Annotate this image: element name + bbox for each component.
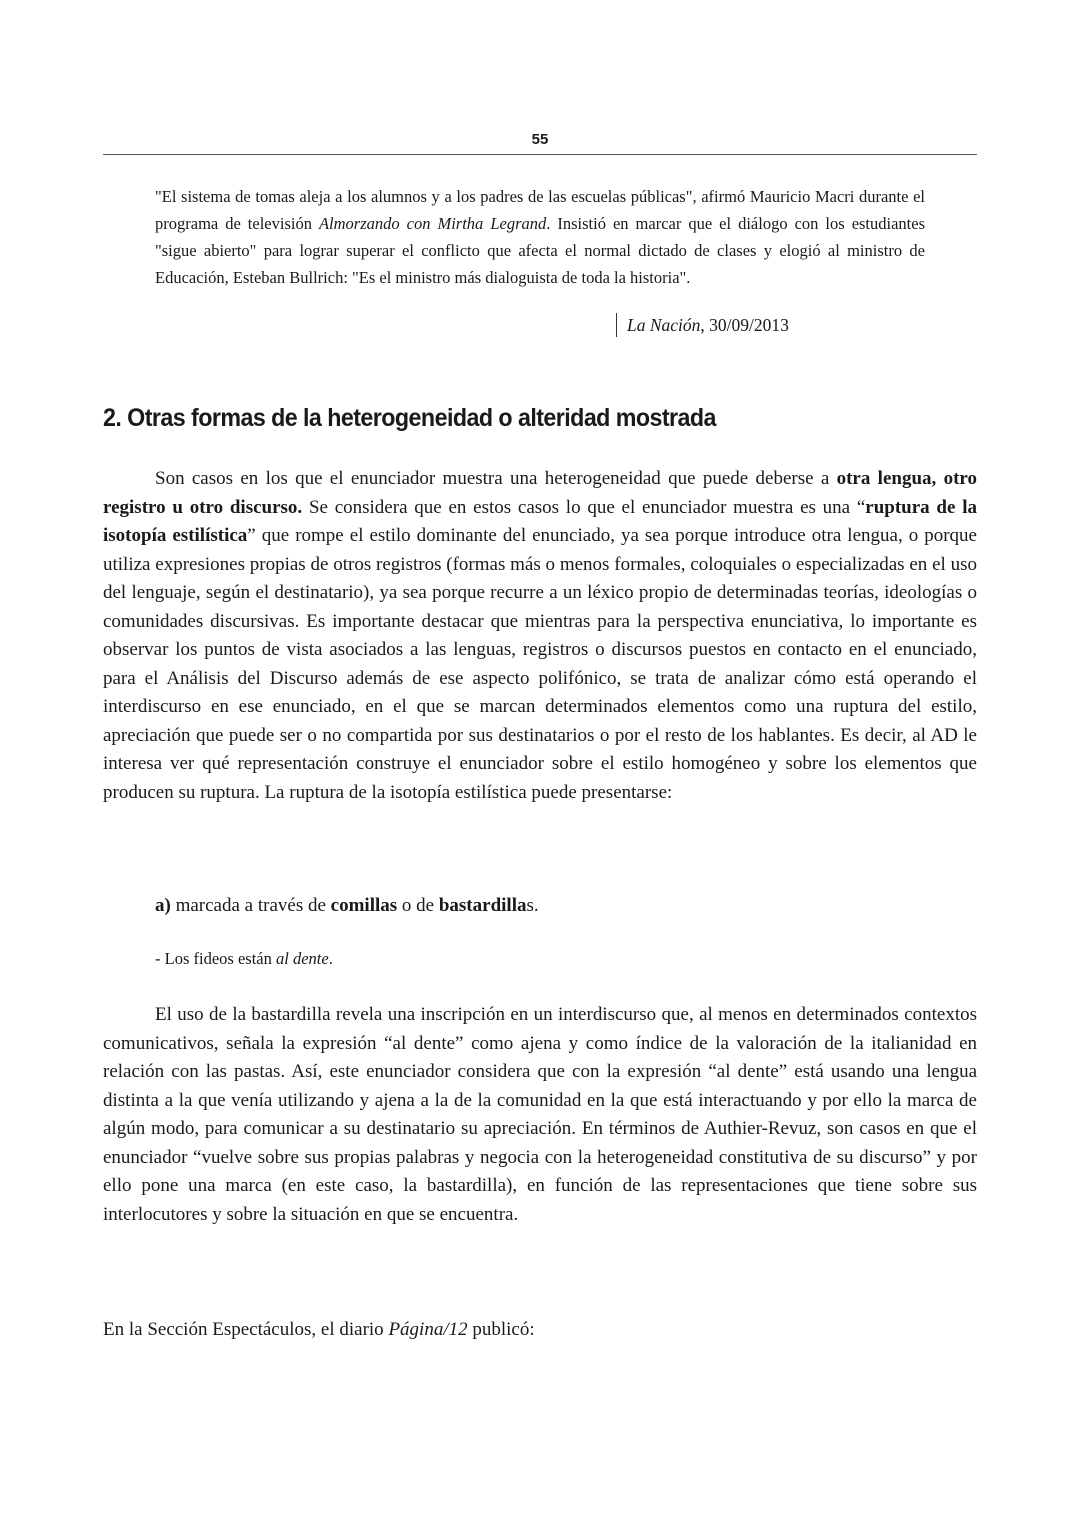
list-item-letter: a) [155, 895, 171, 916]
quote-program-title: Almorzando con Mirtha Legrand [318, 214, 547, 233]
list-item-bold-bastardilla: bastardilla [438, 895, 527, 916]
quote-text-end: . Insistió en marcar que el diálogo con los estudiantes "sigue abierto" para lograr superar el conflicto que afecta el normal dictado de clases y elogió al ministro de Educación, Esteban Bullrich: "Es el ministro más dialoguista de toda la historia". [155, 214, 926, 287]
quote-block [155, 183, 925, 291]
quote-source [616, 313, 789, 337]
quote-text-start: "El sistema de tomas aleja a los alumnos y a los padres de las escuelas públicas", afirmó Mauricio Macri durante el programa de televisión [155, 187, 925, 233]
paragraph-1 [103, 465, 977, 807]
list-item-text-b: o de [397, 895, 439, 916]
list-item-text-c: s. [526, 895, 539, 916]
section-heading: 2. Otras formas de la heterogeneidad o alteridad mostrada [103, 404, 716, 432]
header-divider [103, 154, 977, 155]
source-newspaper: La Nación [627, 315, 701, 335]
list-item-bold-comillas: comillas [330, 895, 398, 916]
example-italic: al dente [275, 949, 329, 968]
paragraph-1-bold-a: otra lengua, otro registro u otro discurso. [103, 468, 977, 518]
example-end: . [328, 949, 333, 968]
list-item-a [155, 892, 539, 920]
closing-line [103, 1316, 535, 1344]
paragraph-1-bold-b: ruptura de la isotopía estilística [103, 496, 977, 546]
source-date: , 30/09/2013 [700, 315, 789, 335]
example-text: - Los fideos están [155, 949, 276, 968]
page-number: 55 [531, 131, 549, 148]
paragraph-1-text-a: Son casos en los que el enunciador muestra una heterogeneidad que puede deberse a [155, 468, 837, 489]
example-sentence [155, 947, 333, 971]
paragraph-1-text-b: Se considera que en estos casos lo que el enunciador muestra es una “ [302, 496, 866, 518]
closing-end: publicó: [467, 1319, 535, 1340]
closing-text: En la Sección Espectáculos, el diario [103, 1319, 389, 1340]
paragraph-2: El uso de la bastardilla revela una inscripción en un interdiscurso que, al menos en determinados contextos comunicativos, señala la expresión “al dente” como ajena y como índice de la valoración de la italianidad en relación con las pastas. Así, este enunciador considera que con la expresión “al dente” está usando una lengua distinta a la que venía utilizando y ajena a la de la comunidad en la que está interactuando y por ello la marca de algún modo, para comunicar a su destinatario su apreciación. En términos de Authier-Revuz, son casos en que el enunciador “vuelve sobre sus propias palabras y negocia con la heterogeneidad constitutiva de su discurso” y por ello pone una marca (en este caso, la bastardilla), en función de las representaciones que tiene sobre sus interlocutores y sobre la situación en que se encuentra. [103, 1004, 977, 1225]
list-item-text-a: marcada a través de [170, 895, 331, 916]
paragraph-1-text-c: ” que rompe el estilo dominante del enunciado, ya sea porque introduce otra lengua, o porque utiliza expresiones propias de otros registros (formas más o menos formales, coloquiales o especializadas en el uso del lenguaje, según el destinatario), ya sea porque recurre a un léxico propio de determinadas teorías, ideologías o comunidades discursivas. Es importante destacar que mientras para la perspectiva enunciativa, lo importante es observar los puntos de vista asociados a las lenguas, registros o discursos puestos en contacto en el enunciado, para el Análisis del Discurso además de ese aspecto polifónico, se trata de analizar cómo está operando el interdiscurso en ese enunciado, en el que se marcan determinados elementos como una ruptura del estilo, apreciación que puede ser o no compartida por sus destinatarios o por el resto de los hablantes. Es decir, al AD le interesa ver qué representación construye el enunciador sobre el estilo homogéneo y sobre los elementos que producen su ruptura. La ruptura de la isotopía estilística puede presentarse: [103, 525, 977, 803]
closing-newspaper: Página/12 [388, 1319, 468, 1340]
